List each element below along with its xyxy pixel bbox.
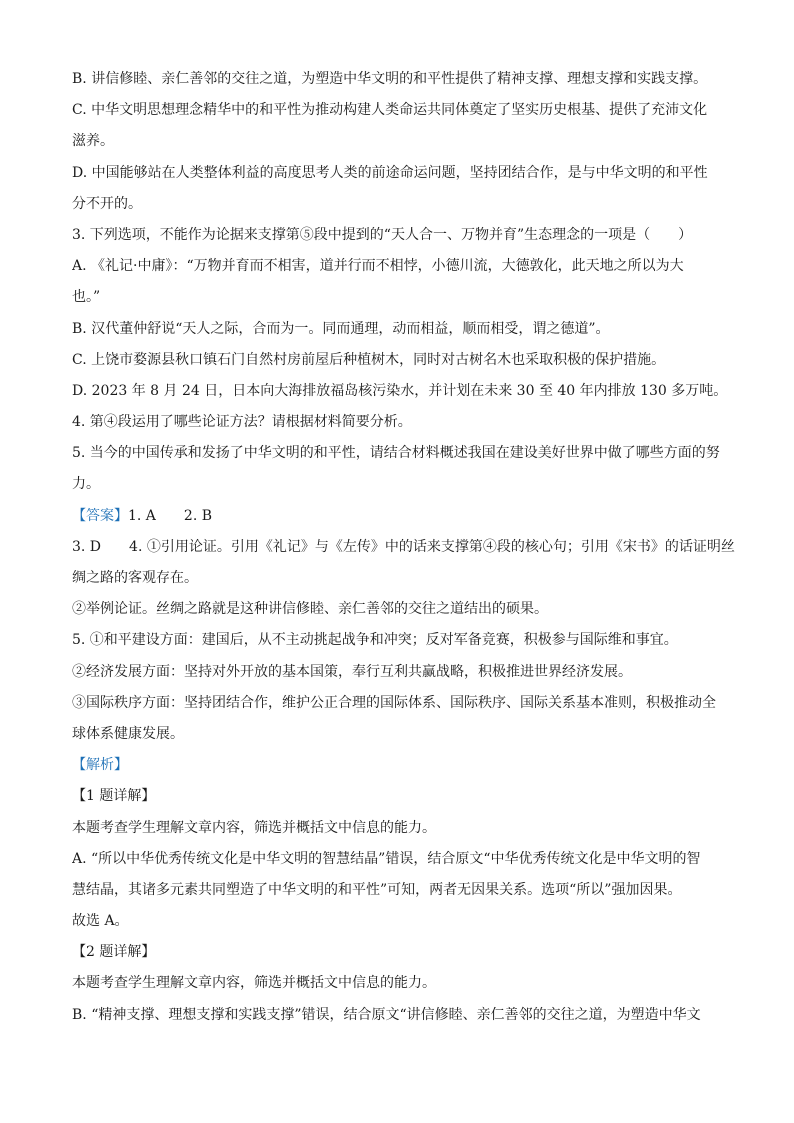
answer-line-4: ②举例论证。丝绸之路就是这种讲信修睦、亲仁善邻的交往之道结出的硕果。: [72, 601, 548, 618]
detail-1-heading: 【1 题详解】: [72, 788, 156, 805]
detail-1-line-4: 故选 A。: [72, 913, 129, 930]
detail-1-line-3: 慧结晶，其诸多元素共同塑造了中华文明的和平性”可知，两者无因果关系。选项“所以”强加因果。: [72, 881, 682, 898]
option-c-line: C. 中华文明思想理念精华中的和平性为推动构建人类命运共同体奠定了坚实历史根基、提供了充沛文化: [72, 102, 708, 119]
q3-option-d: D. 2023 年 8 月 24 日，日本向大海排放福岛核污染水，并计划在未来 30 至 40 年内排放 130 多万吨。: [72, 382, 728, 399]
answer-line-7: ③国际秩序方面：坚持团结合作，维护公正合理的国际体系、国际秩序、国际关系基本准则，积极推动全: [72, 694, 716, 711]
answer-text: 1. A 2. B: [128, 507, 213, 524]
analysis-heading: [72, 750, 738, 781]
answer-line-3: 绸之路的客观存在。: [72, 570, 198, 586]
detail-2-line-2: B. “精神支撑、理想支撑和实践支撑”错误，结合原文“讲信修睦、亲仁善邻的交往之道，为塑造中华文: [72, 1006, 701, 1023]
q3-option-a: A. 《礼记·中庸》：“万物并育而不相害，道并行而不相悖，小德川流，大德敦化，此天地之所以为大: [72, 258, 684, 275]
answer-line-8: 球体系健康发展。: [72, 725, 184, 742]
q3-option-b: B. 汉代董仲舒说“天人之际，合而为一。同而通理，动而相益，顺而相受，谓之德道”。: [72, 320, 610, 337]
q3-option-c: C. 上饶市婺源县秋口镇石门自然村房前屋后种植树木，同时对古树名木也采取积极的保护措施。: [72, 351, 666, 368]
detail-2-line-1: 本题考查学生理解文章内容，筛选并概括文中信息的能力。: [72, 975, 436, 992]
detail-2-heading: 【2 题详解】: [72, 944, 156, 961]
detail-1-line-2: A. “所以中华优秀传统文化是中华文明的智慧结晶”错误，结合原文“中华优秀传统文化是中华文明的智: [72, 850, 701, 867]
option-d-continued: 分不开的。: [72, 195, 142, 212]
question-4: 4. 第④段运用了哪些论证方法？请根据材料简要分析。: [72, 414, 412, 431]
question-5-continued: 力。: [72, 476, 100, 493]
question-5: 5. 当今的中国传承和发扬了中华文明的和平性，请结合材料概述我国在建设美好世界中做了哪些方面的努: [72, 445, 720, 462]
answer-line-6: ②经济发展方面：坚持对外开放的基本国策，奉行互利共赢战略，积极推进世界经济发展。: [72, 663, 632, 680]
answer-line-5: 5. ①和平建设方面：建国后，从不主动挑起战争和冲突；反对军备竞赛，积极参与国际维和事宜。: [72, 632, 678, 649]
option-d-line: D. 中国能够站在人类整体利益的高度思考人类的前途命运问题，坚持团结合作，是与中华文明的和平性: [72, 164, 708, 181]
answer-line-2: 3. D 4. ①引用论证。引用《礼记》与《左传》中的话来支撑第④段的核心句；引用《宋书》的话证明丝: [72, 538, 735, 555]
q3-option-a-continued: 也。”: [72, 289, 101, 306]
analysis-tag: 【解析】: [72, 757, 128, 774]
question-3-stem: 3. 下列选项，不能作为论据来支撑第⑤段中提到的“天人合一、万物并育”生态理念的一项是（ ）: [72, 226, 693, 243]
option-c-continued: 滋养。: [72, 133, 114, 150]
detail-1-line-1: 本题考查学生理解文章内容，筛选并概括文中信息的能力。: [72, 819, 436, 836]
option-b-line: B. 讲信修睦、亲仁善邻的交往之道，为塑造中华文明的和平性提供了精神支撑、理想支撑和实践支撑。: [72, 71, 708, 87]
answer-tag: 【答案】: [72, 507, 128, 524]
answer-line: [72, 501, 738, 532]
